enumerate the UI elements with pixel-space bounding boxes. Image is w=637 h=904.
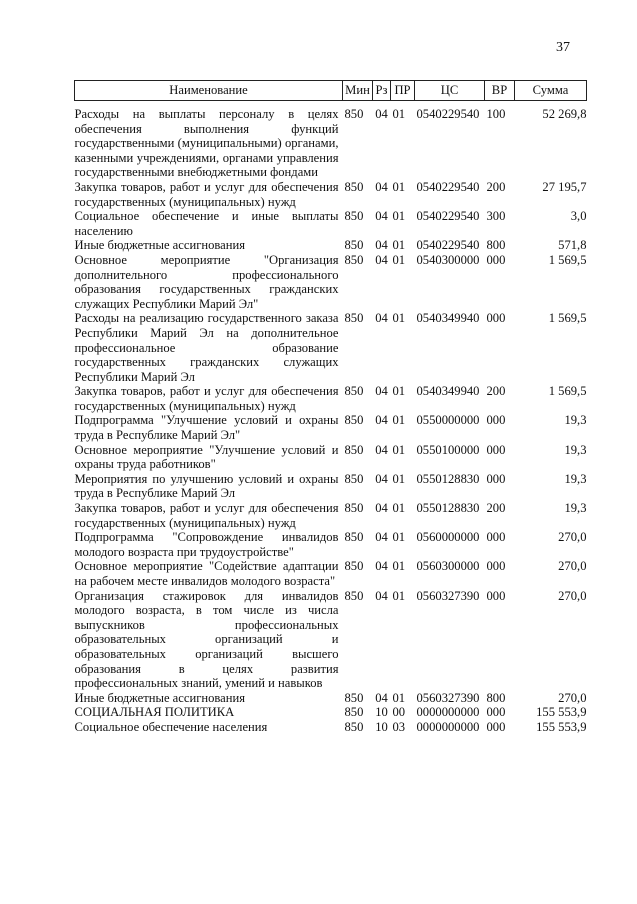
row-min: 850	[344, 179, 364, 194]
table-row	[75, 413, 587, 442]
row-sum: 52 269,8	[542, 107, 587, 121]
row-pr: 01	[392, 690, 406, 705]
row-min: 850	[344, 209, 364, 224]
row-sum: 1 569,5	[548, 252, 587, 267]
row-vr: 800	[486, 690, 506, 705]
row-vr: 200	[486, 179, 506, 194]
row-vr: 000	[486, 719, 506, 734]
row-sum: 1 569,5	[548, 311, 587, 326]
row-sum: 270,0	[558, 530, 587, 545]
row-cs: 0540229540	[416, 238, 480, 253]
row-name: Организация стажировок для инвалидов молодого возраста, в том числе из числа выпускников профессиональных образовательных организаций и образовательных организаций высшего образования в целях развития профессиональных знаний, умений и навыков	[74, 588, 339, 691]
row-name: Подпрограмма "Сопровождение инвалидов молодого возраста при трудоустройстве"	[74, 530, 339, 559]
row-min: 850	[344, 559, 364, 574]
table-row	[75, 443, 587, 472]
row-vr: 000	[486, 442, 506, 457]
row-cs: 0540229540	[416, 179, 480, 194]
row-rz: 04	[375, 530, 388, 545]
table-row	[75, 384, 587, 413]
row-vr: 000	[486, 530, 506, 545]
row-min: 850	[344, 588, 364, 603]
table-row	[75, 559, 587, 588]
row-min: 850	[344, 413, 364, 428]
row-min: 850	[344, 107, 364, 121]
table-row	[75, 501, 587, 530]
row-min: 850	[344, 705, 364, 720]
row-rz: 04	[375, 238, 388, 253]
table-row	[75, 238, 587, 253]
row-pr: 01	[392, 413, 406, 428]
row-pr: 01	[392, 107, 406, 121]
row-name: Закупка товаров, работ и услуг для обеспечения государственных (муниципальных) нужд	[74, 384, 339, 413]
row-cs: 0540229540	[416, 209, 480, 224]
row-sum: 19,3	[564, 471, 587, 486]
row-name: Основное мероприятие "Организация дополнительного профессионального образования государственных гражданских служащих Республики Марий Эл"	[74, 252, 339, 311]
row-cs: 0000000000	[416, 719, 480, 734]
row-vr: 000	[486, 559, 506, 574]
row-min: 850	[344, 530, 364, 545]
row-sum: 270,0	[558, 559, 587, 574]
row-rz: 04	[375, 690, 388, 705]
row-rz: 04	[375, 179, 388, 194]
row-vr: 000	[486, 311, 506, 326]
row-name: Расходы на реализацию государственного заказа Республики Марий Эл на дополнительное профессиональное образование государственных гражданских служащих Республики Марий Эл	[74, 311, 339, 384]
row-cs: 0000000000	[416, 705, 480, 720]
row-vr: 000	[486, 588, 506, 603]
row-cs: 0560000000	[416, 530, 480, 545]
table-row	[75, 253, 587, 311]
row-sum: 19,3	[564, 501, 587, 516]
row-rz: 10	[375, 719, 388, 734]
row-vr: 200	[486, 384, 506, 399]
row-sum: 3,0	[570, 209, 587, 224]
row-cs: 0540300000	[416, 252, 480, 267]
table-row	[75, 705, 587, 720]
row-vr: 000	[486, 705, 506, 720]
row-rz: 04	[375, 588, 388, 603]
row-rz: 04	[375, 384, 388, 399]
table-row	[75, 530, 587, 559]
row-sum: 155 553,9	[536, 705, 587, 720]
row-cs: 0550128830	[416, 501, 480, 516]
row-pr: 01	[392, 471, 406, 486]
row-name: Основное мероприятие "Содействие адаптации на рабочем месте инвалидов молодого возраста"	[74, 559, 339, 588]
row-pr: 00	[392, 705, 406, 720]
table-row	[75, 472, 587, 501]
row-cs: 0560327390	[416, 690, 480, 705]
row-vr: 800	[486, 238, 506, 253]
row-name: Основное мероприятие "Улучшение условий и охраны труда работников"	[74, 442, 339, 472]
row-pr: 01	[392, 530, 406, 545]
table-row	[75, 209, 587, 238]
table-row	[75, 720, 587, 735]
row-cs: 0540229540	[416, 107, 480, 121]
row-name: Подпрограмма "Улучшение условий и охраны труда в Республике Марий Эл"	[74, 413, 339, 443]
header-pr: ПР	[391, 81, 415, 101]
row-rz: 04	[375, 252, 388, 267]
row-name: СОЦИАЛЬНАЯ ПОЛИТИКА	[74, 705, 235, 720]
row-min: 850	[344, 252, 364, 267]
page-number: 37	[556, 40, 570, 55]
table-row	[75, 311, 587, 384]
row-pr: 01	[392, 209, 406, 224]
row-cs: 0550100000	[416, 442, 480, 457]
row-rz: 04	[375, 209, 388, 224]
row-pr: 01	[392, 238, 406, 253]
row-sum: 19,3	[564, 442, 587, 457]
header-cs: ЦС	[415, 81, 485, 101]
row-name: Социальное обеспечение населения	[74, 719, 268, 734]
row-cs: 0540349940	[416, 384, 480, 399]
row-min: 850	[344, 719, 364, 734]
table-header-row	[75, 81, 587, 101]
row-vr: 100	[486, 107, 506, 121]
row-cs: 0560327390	[416, 588, 480, 603]
row-rz: 04	[375, 559, 388, 574]
header-min: Мин	[343, 81, 373, 101]
row-min: 850	[344, 238, 364, 253]
row-name: Закупка товаров, работ и услуг для обеспечения государственных (муниципальных) нужд	[74, 501, 339, 530]
row-sum: 270,0	[558, 588, 587, 603]
row-min: 850	[344, 501, 364, 516]
row-rz: 04	[375, 471, 388, 486]
row-min: 850	[344, 690, 364, 705]
row-rz: 04	[375, 107, 388, 121]
row-vr: 000	[486, 413, 506, 428]
row-rz: 04	[375, 501, 388, 516]
row-min: 850	[344, 442, 364, 457]
row-pr: 01	[392, 179, 406, 194]
row-name: Мероприятия по улучшению условий и охраны труда в Республике Марий Эл	[74, 471, 339, 501]
row-cs: 0560300000	[416, 559, 480, 574]
header-sum: Сумма	[515, 81, 587, 101]
header-name: Наименование	[75, 81, 343, 101]
row-pr: 01	[392, 384, 406, 399]
table-row	[75, 691, 587, 706]
row-cs: 0550000000	[416, 413, 480, 428]
row-min: 850	[344, 384, 364, 399]
row-cs: 0540349940	[416, 311, 480, 326]
row-cs: 0550128830	[416, 471, 480, 486]
row-rz: 04	[375, 442, 388, 457]
header-rz: Рз	[373, 81, 391, 101]
row-vr: 300	[486, 209, 506, 224]
row-pr: 01	[392, 311, 406, 326]
row-name: Иные бюджетные ассигнования	[74, 690, 246, 705]
row-min: 850	[344, 311, 364, 326]
row-sum: 19,3	[564, 413, 587, 428]
row-pr: 03	[392, 719, 406, 734]
table-row	[75, 101, 587, 180]
row-pr: 01	[392, 442, 406, 457]
row-name: Иные бюджетные ассигнования	[74, 238, 246, 253]
row-sum: 1 569,5	[548, 384, 587, 399]
row-vr: 000	[486, 252, 506, 267]
budget-table	[74, 80, 587, 735]
row-pr: 01	[392, 559, 406, 574]
row-sum: 571,8	[558, 238, 587, 253]
row-sum: 155 553,9	[536, 719, 587, 734]
table-row	[75, 589, 587, 691]
row-rz: 04	[375, 311, 388, 326]
row-sum: 27 195,7	[542, 179, 587, 194]
table-row	[75, 180, 587, 209]
row-min: 850	[344, 471, 364, 486]
row-sum: 270,0	[558, 690, 587, 705]
row-rz: 04	[375, 413, 388, 428]
row-name: Расходы на выплаты персоналу в целях обеспечения выполнения функций государственными (муниципальными) органами, казенными учреждениями, органами управления государственными внебюджетными фондами	[74, 107, 339, 180]
row-pr: 01	[392, 252, 406, 267]
row-rz: 10	[375, 705, 388, 720]
row-pr: 01	[392, 588, 406, 603]
header-vr: ВР	[485, 81, 515, 101]
row-name: Закупка товаров, работ и услуг для обеспечения государственных (муниципальных) нужд	[74, 179, 339, 209]
row-vr: 200	[486, 501, 506, 516]
row-name: Социальное обеспечение и иные выплаты населению	[74, 209, 339, 238]
row-pr: 01	[392, 501, 406, 516]
row-vr: 000	[486, 471, 506, 486]
